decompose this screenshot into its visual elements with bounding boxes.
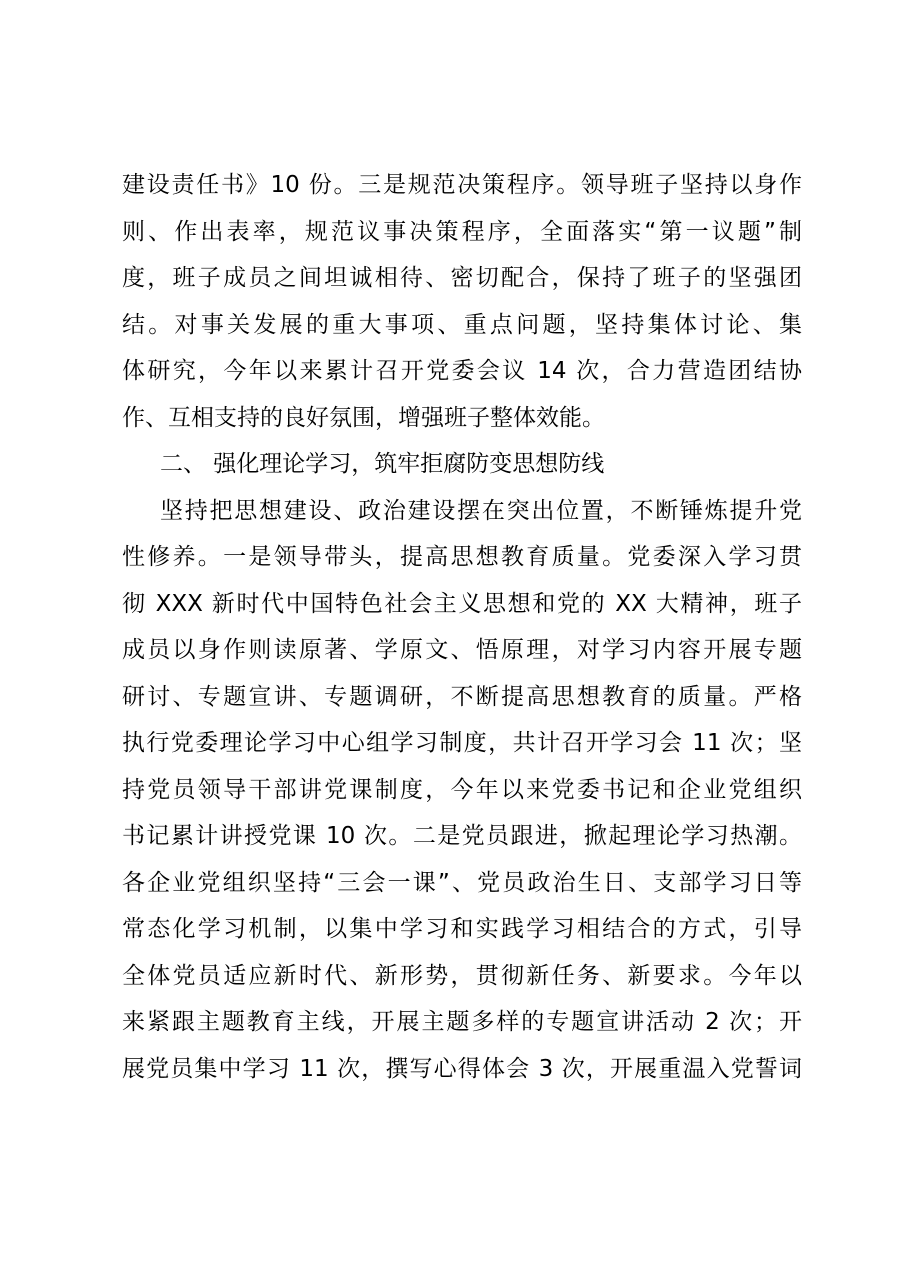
document-body [122, 162, 802, 1092]
text-line: 结。对事关发展的重大事项、重点问题，坚持集体讨论、集 [122, 311, 802, 338]
text-line: 书记累计讲授党课 10 次。二是党员跟进，掀起理论学习热潮。 [122, 823, 802, 849]
text-line: 度，班子成员之间坦诚相待、密切配合，保持了班子的坚强团 [122, 265, 802, 291]
text-line: 执行党委理论学习中心组学习制度，共计召开学习会 11 次；坚 [122, 730, 802, 756]
section-heading: 二、 强化理论学习，筑牢拒腐防变思想防线 [160, 451, 605, 477]
text-line: 性修养。一是领导带头，提高思想教育质量。党委深入学习贯 [122, 544, 802, 570]
text-line: 全体党员适应新时代、新形势，贯彻新任务、新要求。今年以 [122, 962, 802, 989]
text-line: 则、作出表率，规范议事决策程序，全面落实“第一议题”制 [122, 218, 802, 245]
text-line: 建设责任书》10 份。三是规范决策程序。领导班子坚持以身作 [122, 172, 802, 198]
text-line: 研讨、专题宣讲、专题调研，不断提高思想教育的质量。严格 [122, 683, 802, 710]
text-line: 来紧跟主题教育主线，开展主题多样的专题宣讲活动 2 次；开 [122, 1009, 802, 1035]
text-line: 体研究，今年以来累计召开党委会议 14 次，合力营造团结协 [122, 358, 802, 384]
text-line: 展党员集中学习 11 次，撰写心得体会 3 次，开展重温入党誓词 [122, 1055, 802, 1082]
text-line: 常态化学习机制，以集中学习和实践学习相结合的方式，引导 [122, 916, 802, 942]
text-line: 持党员领导干部讲党课制度，今年以来党委书记和企业党组织 [122, 776, 802, 803]
text-line: 彻 XXX 新时代中国特色社会主义思想和党的 XX 大精神，班子 [122, 590, 802, 617]
paragraph-end-line: 作、互相支持的良好氛围，增强班子整体效能。 [122, 404, 605, 431]
paragraph-first-line: 坚持把思想建设、政治建设摆在突出位置，不断锤炼提升党 [160, 497, 802, 524]
text-line: 成员以身作则读原著、学原文、悟原理，对学习内容开展专题 [122, 637, 802, 663]
text-line: 各企业党组织坚持“三会一课”、党员政治生日、支部学习日等 [122, 869, 802, 896]
